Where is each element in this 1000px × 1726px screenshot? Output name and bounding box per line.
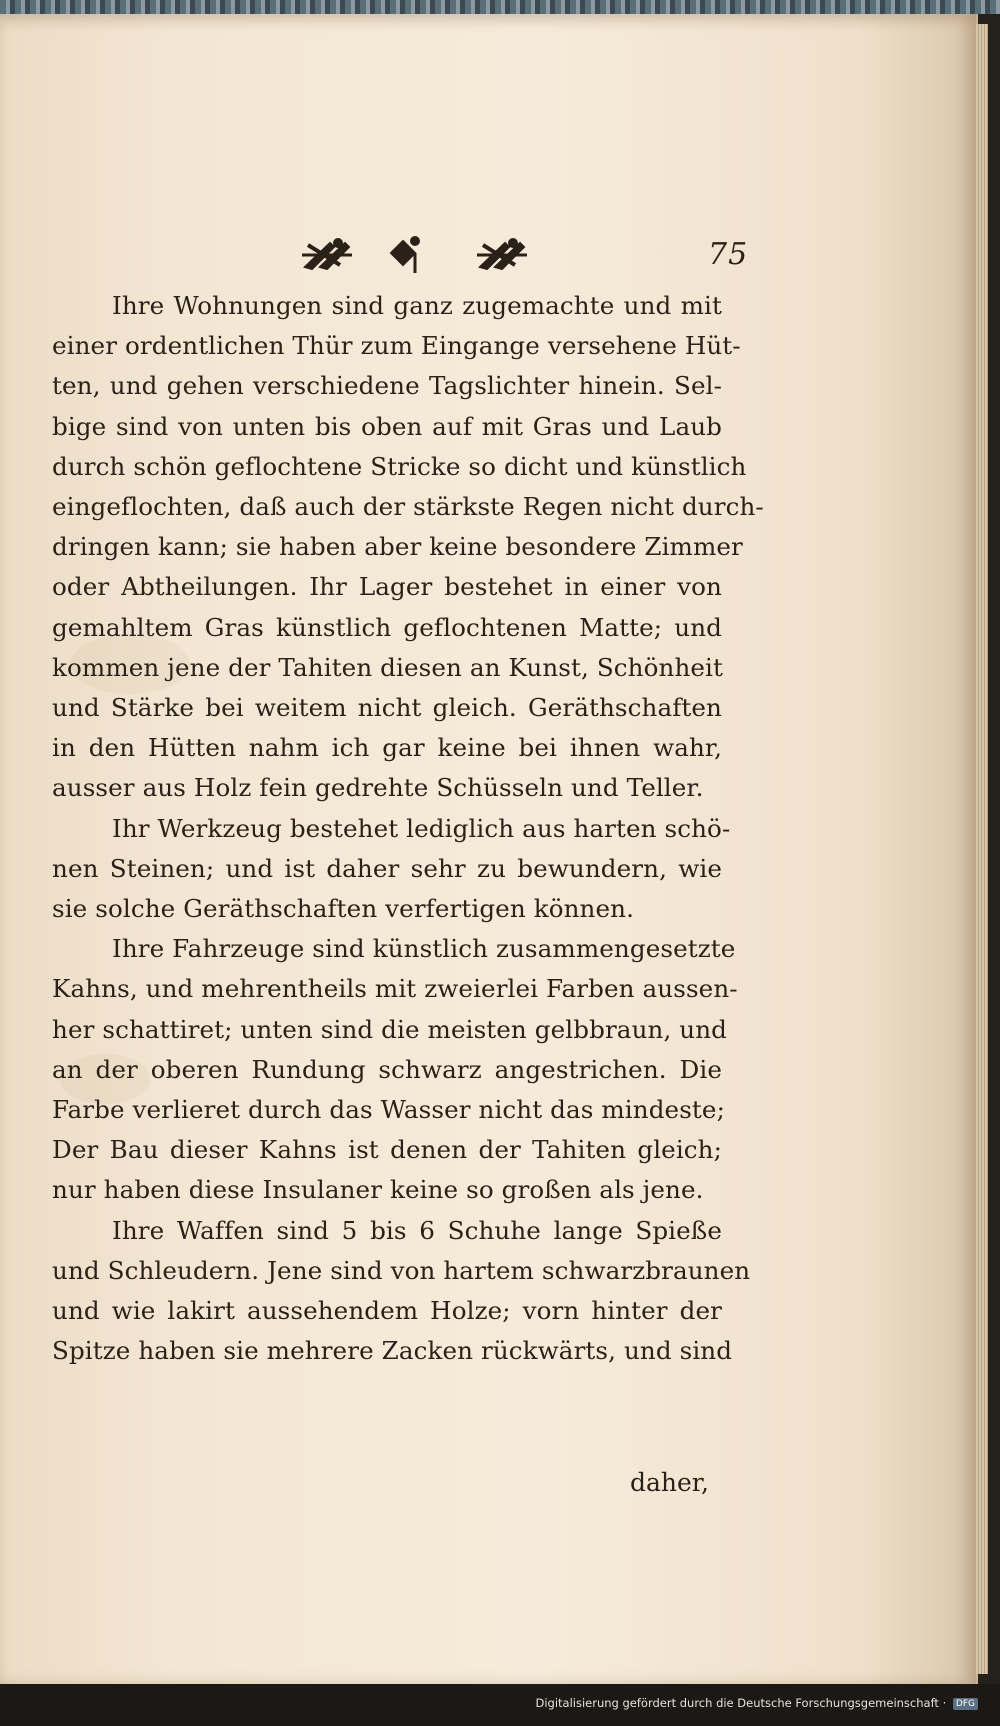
text-line: einer ordentlichen Thür zum Eingange versehene Hüt-: [52, 331, 741, 361]
text-line: in den Hütten nahm ich gar keine bei ihnen wahr,: [52, 733, 722, 763]
text-line: her schattiret; unten sind die meisten gelbbraun, und: [52, 1014, 727, 1044]
text-line: Ihre Fahrzeuge sind künstlich zusammengesetzte: [112, 934, 736, 964]
text-line: Ihre Waffen sind 5 bis 6 Schuhe lange Spieße: [112, 1215, 722, 1245]
text-line: kommen jene der Tahiten diesen an Kunst, Schönheit: [52, 652, 723, 682]
text-line: nen Steinen; und ist daher sehr zu bewundern, wie: [52, 853, 722, 883]
page-header: [0, 235, 976, 279]
text-line: dringen kann; sie haben aber keine besondere Zimmer: [52, 532, 743, 562]
text-line: Ihre Wohnungen sind ganz zugemachte und mit: [112, 291, 722, 320]
text-line: und Schleudern. Jene sind von hartem schwarzbraunen: [52, 1255, 751, 1285]
text-line: nur haben diese Insulaner keine so großen als jene.: [52, 1175, 704, 1205]
text-line: Der Bau dieser Kahns ist denen der Tahiten gleich;: [52, 1135, 722, 1165]
text-line: durch schön geflochtene Stricke so dicht und künstlich: [52, 451, 747, 481]
text-line: oder Abtheilungen. Ihr Lager bestehet in einer von: [52, 572, 722, 602]
text-line: sie solche Geräthschaften verfertigen können.: [52, 894, 634, 924]
text-line: gemahltem Gras künstlich geflochtenen Matte; und: [52, 612, 722, 642]
fleuron-ornament-icon: [300, 235, 530, 275]
text-line: ausser aus Holz fein gedrehte Schüsseln und Teller.: [52, 773, 704, 803]
footer-credit-line: [535, 1696, 978, 1710]
page-number: 75: [708, 237, 749, 272]
text-line: an der oberen Rundung schwarz angestrichen. Die: [52, 1054, 722, 1084]
book-cover-edge: [0, 0, 1000, 14]
catchword: daher,: [630, 1468, 709, 1497]
text-line: bige sind von unten bis oben auf mit Gras und Laub: [52, 411, 722, 441]
text-line: eingeflochten, daß auch der stärkste Regen nicht durch-: [52, 492, 764, 522]
digitization-footer: [0, 1684, 1000, 1726]
footer-credit: Digitalisierung gefördert durch die Deutsche Forschungsgemeinschaft ·: [535, 1696, 947, 1710]
text-line: ten, und gehen verschiedene Tagslichter hinein. Sel-: [52, 371, 722, 401]
text-line: und Stärke bei weitem nicht gleich. Geräthschaften: [52, 693, 722, 723]
text-line: Ihr Werkzeug bestehet lediglich aus harten schö-: [112, 813, 731, 843]
body-text: [52, 286, 764, 1371]
text-line: Spitze haben sie mehrere Zacken rückwärts, und sind: [52, 1336, 733, 1366]
text-line: Farbe verlieret durch das Wasser nicht das mindeste;: [52, 1095, 725, 1125]
dfg-logo-badge: DFG: [953, 1698, 978, 1710]
text-line: Kahns, und mehrentheils mit zweierlei Farben aussen-: [52, 974, 738, 1004]
text-line: und wie lakirt aussehendem Holze; vorn hinter der: [52, 1296, 722, 1326]
page-stack-edge: [976, 24, 988, 1674]
